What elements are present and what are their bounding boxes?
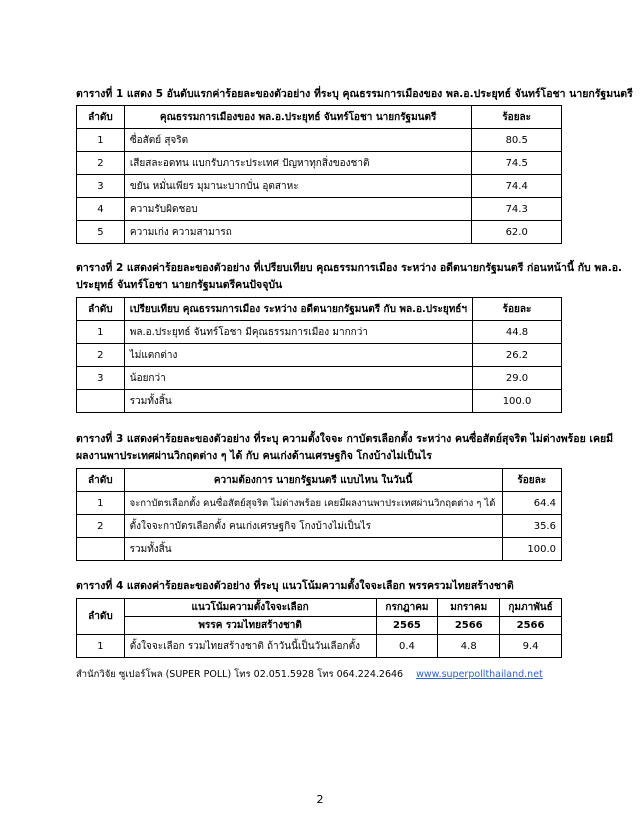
table-row: [77, 321, 562, 344]
row-label: พล.อ.ประยุทธ์ จันทร์โอชา มีคุณธรรมการเมือง มากกว่า: [124, 321, 472, 344]
row-no: 1: [77, 321, 125, 344]
table2-header-no: ลำดับ: [77, 298, 125, 321]
table4-header-month-2: มกราคม: [438, 599, 500, 617]
row-value: 35.6: [502, 515, 561, 538]
row-label: ไม่แตกต่าง: [124, 344, 472, 367]
table-row: [77, 152, 562, 175]
source-line: [76, 667, 543, 682]
row-value-jul-2565: 0.4: [376, 635, 438, 658]
table-row: [77, 635, 562, 658]
table-row: [77, 198, 562, 221]
row-label: เสียสละอดทน แบกรับภาระประเทศ ปัญหาทุกสิ่งของชาติ: [124, 152, 472, 175]
table4-header-item-line2: พรรค รวมไทยสร้างชาติ: [124, 617, 376, 635]
table4-header-row1: [77, 599, 562, 617]
table1: [76, 105, 562, 244]
table2: [76, 297, 562, 413]
row-no: 3: [77, 175, 125, 198]
table3-caption: [76, 431, 613, 465]
table-row-total: [77, 390, 562, 413]
table-row: [77, 129, 562, 152]
table-row: [77, 175, 562, 198]
table3-header-row: [77, 469, 562, 492]
table-row: [77, 367, 562, 390]
table1-caption: ตารางที่ 1 แสดง 5 อันดับแรกค่าร้อยละของตัวอย่าง ที่ระบุ คุณธรรมการเมืองของ พล.อ.ประยุทธ์ จันทร์โอชา นายกรัฐมนตรี: [76, 88, 633, 100]
table4-header-year-2: 2566: [438, 617, 500, 635]
row-no: 1: [77, 635, 125, 658]
table3-header-percent: ร้อยละ: [502, 469, 561, 492]
table4-header-no: ลำดับ: [77, 599, 125, 635]
row-value: 74.5: [472, 152, 562, 175]
row-value-feb-2566: 9.4: [500, 635, 562, 658]
row-no: 4: [77, 198, 125, 221]
row-no: 2: [77, 515, 125, 538]
row-label: ความรับผิดชอบ: [124, 198, 472, 221]
table-row-total: [77, 538, 562, 561]
row-label: ซื่อสัตย์ สุจริต: [124, 129, 472, 152]
table3: [76, 468, 562, 561]
row-value: 74.4: [472, 175, 562, 198]
row-label: ขยัน หมั่นเพียร มุมานะบากบั่น อุตสาหะ: [124, 175, 472, 198]
table4-caption: ตารางที่ 4 แสดงค่าร้อยละของตัวอย่าง ที่ระบุ แนวโน้มความตั้งใจจะเลือก พรรครวมไทยสร้างชาติ: [76, 580, 514, 592]
row-no: [77, 390, 125, 413]
table2-header-percent: ร้อยละ: [473, 298, 562, 321]
row-no: [77, 538, 125, 561]
table2-header-item: เปรียบเทียบ คุณธรรมการเมือง ระหว่าง อดีตนายกรัฐมนตรี กับ พล.อ.ประยุทธ์ฯ: [124, 298, 472, 321]
table2-caption: [76, 260, 622, 294]
table3-caption-line2: ผลงานพาประเทศผ่านวิกฤตต่าง ๆ ได้ กับ คนเก่งด้านเศรษฐกิจ โกงบ้างไม่เป็นไร: [76, 450, 432, 462]
table1-header-percent: ร้อยละ: [472, 106, 562, 129]
row-label: ตั้งใจจะเลือก รวมไทยสร้างชาติ ถ้าวันนี้เป็นวันเลือกตั้ง: [124, 635, 376, 658]
table-row: [77, 344, 562, 367]
table3-caption-line1: ตารางที่ 3 แสดงค่าร้อยละของตัวอย่าง ที่ระบุ ความตั้งใจจะ กาบัตรเลือกตั้ง ระหว่าง คนซื่อสัตย์สุจริต ไม่ด่างพร้อย เคยมี: [76, 433, 614, 445]
row-label: รวมทั้งสิ้น: [124, 538, 502, 561]
table-row: [77, 515, 562, 538]
row-value: 44.8: [473, 321, 562, 344]
table-row: [77, 492, 562, 515]
table4-header-year-1: 2565: [376, 617, 438, 635]
row-value: 64.4: [502, 492, 561, 515]
website-link[interactable]: www.superpollthailand.net: [416, 669, 543, 680]
row-value: 26.2: [473, 344, 562, 367]
row-label: ความเก่ง ความสามารถ: [124, 221, 472, 244]
row-no: 1: [77, 492, 125, 515]
table4-header-year-3: 2566: [500, 617, 562, 635]
row-label: จะกาบัตรเลือกตั้ง คนซื่อสัตย์สุจริต ไม่ด่างพร้อย เคยมีผลงานพาประเทศผ่านวิกฤตต่าง ๆ ได้: [124, 492, 502, 515]
table4-header-month-1: กรกฎาคม: [376, 599, 438, 617]
table1-header-no: ลำดับ: [77, 106, 125, 129]
row-no: 5: [77, 221, 125, 244]
table1-header-row: [77, 106, 562, 129]
table-row: [77, 221, 562, 244]
row-label: ตั้งใจจะกาบัตรเลือกตั้ง คนเก่งเศรษฐกิจ โกงบ้างไม่เป็นไร: [124, 515, 502, 538]
row-value: 80.5: [472, 129, 562, 152]
table1-header-item: คุณธรรมการเมืองของ พล.อ.ประยุทธ์ จันทร์โอชา นายกรัฐมนตรี: [124, 106, 472, 129]
table4-header-month-3: กุมภาพันธ์: [500, 599, 562, 617]
table4: [76, 598, 562, 658]
row-no: 1: [77, 129, 125, 152]
table2-caption-line2: ประยุทธ์ จันทร์โอชา นายกรัฐมนตรีคนปัจจุบัน: [76, 279, 283, 291]
source-text: สำนักวิจัย ซูเปอร์โพล (SUPER POLL) โทร 02.051.5928 โทร 064.224.2646: [76, 669, 404, 680]
row-value-jan-2566: 4.8: [438, 635, 500, 658]
table2-header-row: [77, 298, 562, 321]
row-no: 3: [77, 367, 125, 390]
page-number: 2: [316, 793, 324, 806]
table4-header-item-line1: แนวโน้มความตั้งใจจะเลือก: [124, 599, 376, 617]
table2-caption-line1: ตารางที่ 2 แสดงค่าร้อยละของตัวอย่าง ที่เปรียบเทียบ คุณธรรมการเมือง ระหว่าง อดีตนายกรัฐมนตรี ก่อนหน้านี้ กับ พล.อ.: [76, 262, 623, 274]
row-value: 74.3: [472, 198, 562, 221]
row-value: 100.0: [502, 538, 561, 561]
table4-header-row2: [77, 617, 562, 635]
row-no: 2: [77, 344, 125, 367]
row-value: 29.0: [473, 367, 562, 390]
row-value: 100.0: [473, 390, 562, 413]
table3-header-no: ลำดับ: [77, 469, 125, 492]
row-value: 62.0: [472, 221, 562, 244]
table3-header-item: ความต้องการ นายกรัฐมนตรี แบบไหน ในวันนี้: [124, 469, 502, 492]
row-no: 2: [77, 152, 125, 175]
row-label: น้อยกว่า: [124, 367, 472, 390]
row-label: รวมทั้งสิ้น: [124, 390, 472, 413]
